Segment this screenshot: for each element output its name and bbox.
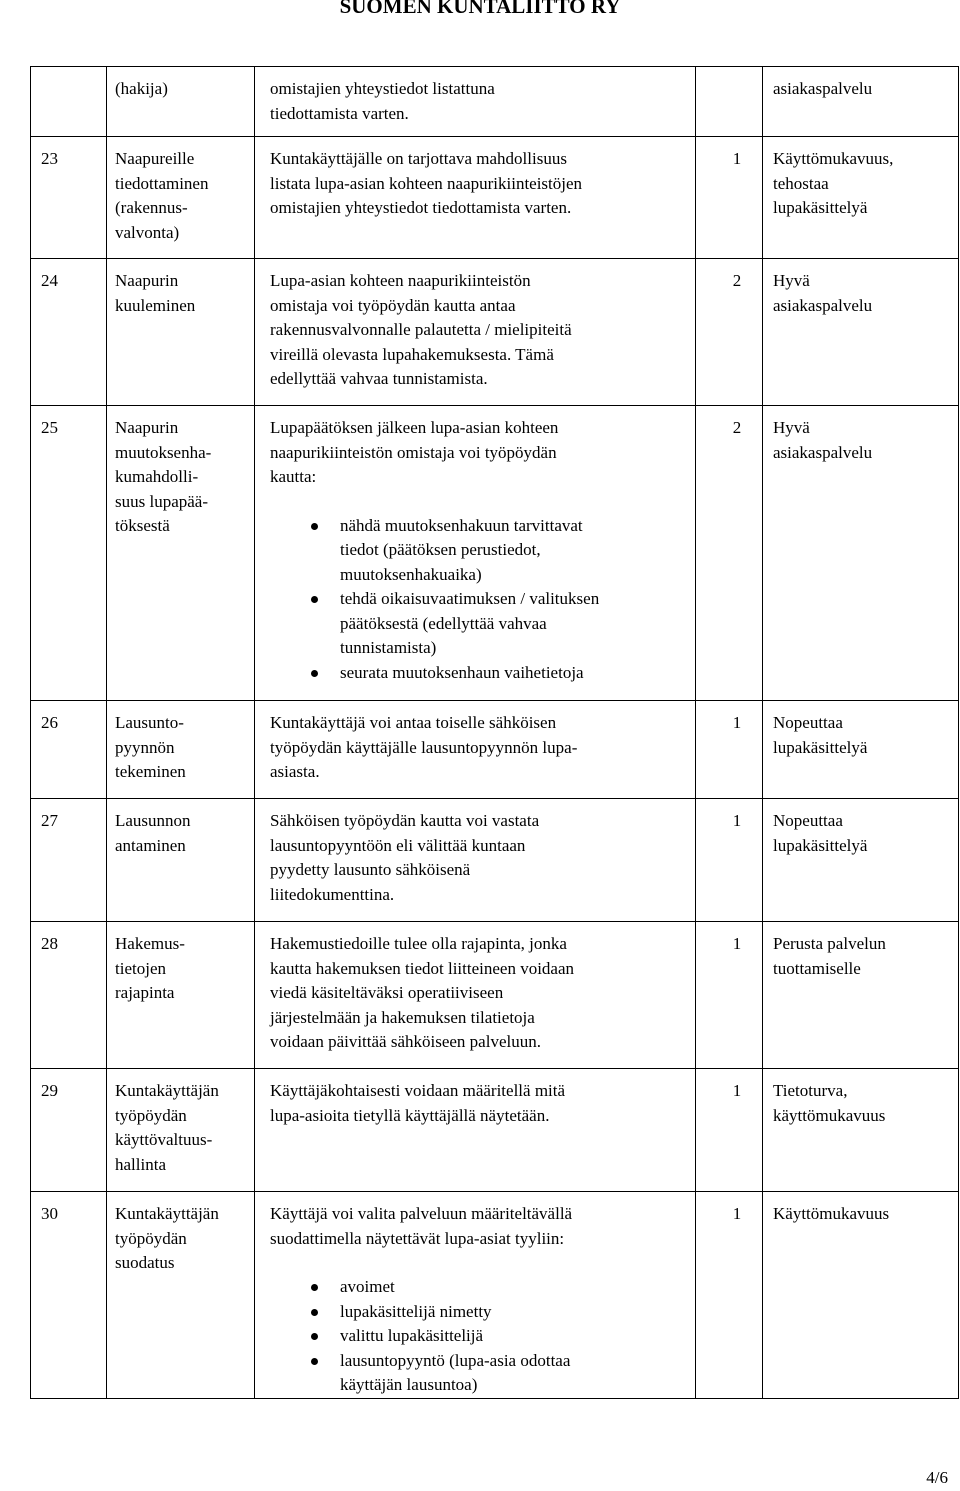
requirement-number: 27 (41, 811, 58, 830)
bullet-line: avoimet (340, 1277, 395, 1296)
requirement-name-line: Naapureille (115, 149, 195, 168)
description-line: Lupapäätöksen jälkeen lupa-asian kohteen (270, 418, 559, 437)
benefit-line: Nopeuttaa (773, 811, 843, 830)
requirement-name-line: pyynnön (115, 737, 175, 757)
description-line: lausuntopyyntöön eli välittää kuntaan (270, 835, 526, 855)
bullet-item (270, 1300, 679, 1325)
requirement-number: 25 (41, 418, 58, 437)
cell-name (107, 259, 255, 406)
description-line: omistaja voi työpöydän kautta antaa (270, 295, 516, 315)
requirement-description (270, 932, 679, 1055)
table-row (31, 259, 959, 406)
requirement-name-line: käyttövaltuus- (115, 1130, 213, 1149)
cell-desc (255, 799, 696, 922)
priority-value: 2 (732, 418, 742, 437)
cell-desc (255, 1192, 696, 1399)
cell-prio (696, 1192, 763, 1399)
cell-num (31, 1069, 107, 1192)
cell-benefit (763, 1069, 959, 1192)
bullet-line: valittu lupakäsittelijä (340, 1326, 484, 1345)
cell-desc (255, 1069, 696, 1192)
cell-desc (255, 406, 696, 701)
description-line: Käyttäjäkohtaisesti voidaan määritellä mitä (270, 1081, 566, 1100)
benefit-line: Käyttömukavuus (773, 1204, 890, 1223)
requirement-name-line: Naapurin (115, 418, 179, 437)
requirement-description (270, 269, 679, 392)
description-line: asiasta. (270, 762, 320, 781)
cell-name (107, 137, 255, 259)
page-number: 4/6 (926, 1468, 948, 1487)
priority-value: 1 (732, 1081, 742, 1100)
benefit-line: Tietoturva, (773, 1081, 848, 1100)
cell-desc (255, 137, 696, 259)
requirement-name-line: kumahdolli- (115, 467, 199, 486)
benefit-line: Nopeuttaa (773, 713, 843, 732)
requirement-name-line: tekeminen (115, 762, 186, 781)
cell-benefit (763, 1192, 959, 1399)
requirement-number (31, 67, 106, 77)
description-line: omistajien yhteystiedot tiedottamista varten. (270, 198, 572, 217)
cell-name (107, 406, 255, 701)
bullet-line: käyttäjän lausuntoa) (340, 1375, 478, 1394)
table-row (31, 406, 959, 701)
requirement-name-line: työpöydän (115, 1105, 187, 1125)
requirement-number: 30 (41, 1204, 58, 1223)
cell-num (31, 259, 107, 406)
requirement-name-line: muutoksenha- (115, 442, 212, 462)
requirement-description (270, 1202, 679, 1251)
document-header: SUOMEN KUNTALIITTO RY (339, 0, 621, 18)
cell-prio (696, 1069, 763, 1192)
cell-desc (255, 701, 696, 799)
requirement-description (270, 809, 679, 907)
description-line: Käyttäjä voi valita palveluun määriteltävällä (270, 1204, 573, 1223)
bullet-line: lausuntopyyntö (lupa-asia odottaa (340, 1350, 571, 1370)
description-line: liitedokumenttina. (270, 884, 395, 904)
cell-benefit (763, 259, 959, 406)
requirement-name-line: Lausunto- (115, 713, 184, 732)
bullet-line: tiedot (päätöksen perustiedot, (340, 540, 541, 559)
cell-num (31, 137, 107, 259)
requirement-name-line: Hakemus- (115, 934, 185, 953)
benefit-line: Perusta palvelun (773, 934, 886, 953)
description-line: Sähköisen työpöydän kautta voi vastata (270, 811, 540, 830)
description-line: pyydetty lausunto sähköisenä (270, 860, 471, 879)
cell-desc (255, 259, 696, 406)
cell-benefit (763, 922, 959, 1069)
priority-value: 2 (732, 271, 742, 290)
requirement-name-line: kuuleminen (115, 295, 196, 315)
cell-name (107, 1192, 255, 1399)
bullet-item (270, 1275, 679, 1300)
benefit-line: lupakäsittelyä (773, 835, 868, 855)
bullet-item (270, 1349, 679, 1398)
description-line: listata lupa-asian kohteen naapurikiinteistöjen (270, 173, 583, 193)
requirement-name-line: suodatus (115, 1253, 175, 1272)
priority-value (696, 67, 762, 77)
priority-value: 1 (732, 811, 742, 830)
description-line: Kuntakäyttäjälle on tarjottava mahdollisuus (270, 149, 567, 168)
description-line: kautta: (270, 467, 317, 486)
cell-desc (255, 922, 696, 1069)
bullet-item (270, 587, 679, 661)
requirement-name-line: töksestä (115, 516, 170, 535)
requirement-number: 29 (41, 1081, 58, 1100)
cell-num (31, 799, 107, 922)
bullet-line: nähdä muutoksenhakuun tarvittavat (340, 515, 583, 535)
benefit-line: käyttömukavuus (773, 1105, 886, 1125)
cell-prio (696, 799, 763, 922)
cell-num (31, 922, 107, 1069)
requirement-name-line: suus lupapää- (115, 491, 209, 511)
description-line: tiedottamista varten. (270, 103, 409, 123)
table-row (31, 1192, 959, 1399)
benefit-line: tehostaa (773, 173, 829, 193)
requirement-name-line: (rakennus- (115, 198, 188, 217)
cell-benefit (763, 701, 959, 799)
benefit-line: asiakaspalvelu (773, 295, 873, 315)
requirement-description (270, 77, 679, 126)
cell-name (107, 1069, 255, 1192)
requirement-name-line: hallinta (115, 1154, 166, 1174)
description-line: vireillä olevasta lupahakemuksesta. Tämä (270, 344, 554, 364)
requirement-number: 26 (41, 713, 58, 732)
description-line: voidaan päivittää sähköiseen palveluun. (270, 1032, 541, 1051)
table-row (31, 67, 959, 137)
table-row (31, 922, 959, 1069)
benefit-line: lupakäsittelyä (773, 198, 868, 217)
table-row (31, 1069, 959, 1192)
cell-prio (696, 67, 763, 137)
priority-value: 1 (732, 1204, 742, 1223)
benefit-line: Hyvä (773, 271, 810, 290)
requirement-description (270, 1079, 679, 1128)
requirement-name-line: työpöydän (115, 1228, 187, 1248)
table-row (31, 137, 959, 259)
benefit-line: Hyvä (773, 418, 810, 437)
table-row (31, 701, 959, 799)
benefit-line: asiakaspalvelu (773, 79, 873, 98)
description-line: lupa-asioita tietyllä käyttäjällä näytetään. (270, 1105, 550, 1125)
bullet-line: seurata muutoksenhaun vaihetietoja (340, 662, 584, 682)
benefit-line: Käyttömukavuus, (773, 149, 894, 168)
cell-num (31, 701, 107, 799)
description-line: rakennusvalvonnalle palautetta / mielipiteitä (270, 320, 572, 339)
requirement-name-line: Kuntakäyttäjän (115, 1204, 219, 1223)
bullet-line: lupakäsittelijä nimetty (340, 1301, 492, 1321)
requirement-number: 24 (41, 271, 58, 290)
requirement-description (270, 711, 679, 785)
priority-value: 1 (732, 934, 742, 953)
description-line: Hakemustiedoille tulee olla rajapinta, jonka (270, 934, 567, 953)
cell-num (31, 1192, 107, 1399)
requirement-name-line: valvonta) (115, 222, 180, 242)
requirement-name-line: antaminen (115, 835, 186, 855)
requirement-number: 23 (41, 149, 58, 168)
description-line: suodattimella näytettävät lupa-asiat tyyliin: (270, 1228, 565, 1248)
cell-name (107, 67, 255, 137)
requirement-name-line: Kuntakäyttäjän (115, 1081, 219, 1100)
description-line: kautta hakemuksen tiedot liitteineen voidaan (270, 958, 575, 978)
bullet-line: tehdä oikaisuvaatimuksen / valituksen (340, 589, 600, 608)
requirement-description (270, 416, 679, 490)
table-row (31, 799, 959, 922)
description-line: työpöydän käyttäjälle lausuntopyynnön lupa- (270, 737, 578, 757)
cell-num (31, 67, 107, 137)
requirement-name-line: rajapinta (115, 983, 175, 1002)
description-line: naapurikiinteistön omistaja voi työpöydän (270, 442, 557, 462)
cell-prio (696, 259, 763, 406)
requirements-table (30, 66, 959, 1399)
bullet-item (270, 514, 679, 588)
bullet-line: tunnistamista) (340, 638, 437, 657)
cell-benefit (763, 406, 959, 701)
benefit-line: asiakaspalvelu (773, 442, 873, 462)
requirement-name-line: tietojen (115, 958, 166, 978)
bullet-list (270, 514, 679, 686)
description-line: järjestelmään ja hakemuksen tilatietoja (270, 1007, 535, 1027)
description-line: viedä käsiteltäväksi operatiiviseen (270, 983, 504, 1002)
cell-prio (696, 701, 763, 799)
requirement-number: 28 (41, 934, 58, 953)
requirement-name-line: (hakija) (115, 79, 168, 98)
priority-value: 1 (732, 713, 742, 732)
priority-value: 1 (732, 149, 742, 168)
description-line: omistajien yhteystiedot listattuna (270, 79, 495, 98)
cell-benefit (763, 67, 959, 137)
description-line: edellyttää vahvaa tunnistamista. (270, 369, 488, 388)
cell-name (107, 922, 255, 1069)
requirement-name-line: tiedottaminen (115, 173, 209, 193)
cell-desc (255, 67, 696, 137)
bullet-line: muutoksenhakuaika) (340, 564, 482, 584)
bullet-item (270, 661, 679, 686)
requirement-name-line: Naapurin (115, 271, 179, 290)
cell-prio (696, 406, 763, 701)
cell-benefit (763, 799, 959, 922)
cell-benefit (763, 137, 959, 259)
description-line: Kuntakäyttäjä voi antaa toiselle sähköisen (270, 713, 557, 732)
bullet-list (270, 1275, 679, 1398)
requirement-name-line: Lausunnon (115, 811, 191, 830)
cell-prio (696, 922, 763, 1069)
bullet-item (270, 1324, 679, 1349)
cell-prio (696, 137, 763, 259)
benefit-line: lupakäsittelyä (773, 737, 868, 757)
bullet-line: päätöksestä (edellyttää vahvaa (340, 613, 547, 633)
cell-name (107, 799, 255, 922)
requirement-description (270, 147, 679, 221)
benefit-line: tuottamiselle (773, 958, 861, 978)
cell-num (31, 406, 107, 701)
description-line: Lupa-asian kohteen naapurikiinteistön (270, 271, 531, 290)
cell-name (107, 701, 255, 799)
